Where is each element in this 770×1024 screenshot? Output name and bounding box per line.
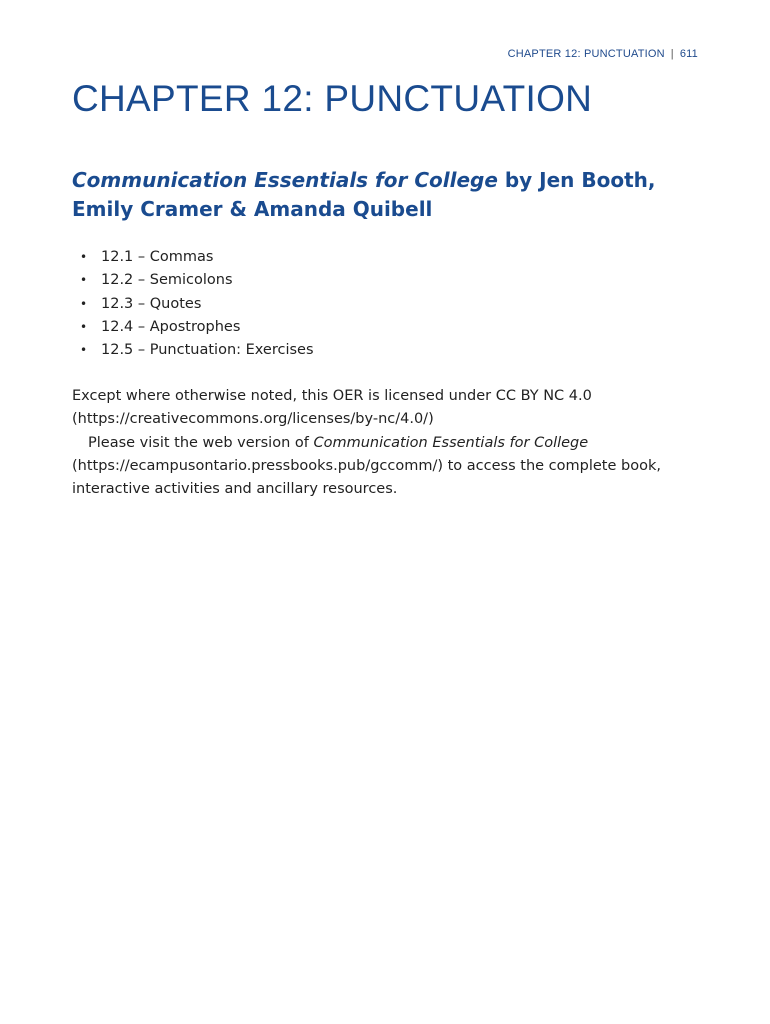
license-url[interactable]: (https://creativecommons.org/licenses/by-nc/4.0/): [72, 411, 434, 428]
running-header: [508, 48, 698, 60]
section-list: [80, 246, 314, 362]
book-byline: [72, 166, 702, 224]
book-title: Communication Essentials for College: [72, 168, 498, 192]
page-number: 611: [679, 48, 698, 60]
section-link-12-3[interactable]: • 12.3 – Quotes: [80, 293, 314, 316]
chapter-title: CHAPTER 12: PUNCTUATION: [72, 78, 593, 119]
web-version-prefix: Please visit the web version of: [88, 434, 314, 451]
web-version-suffix: interactive activities and ancillary resources.: [72, 481, 398, 498]
section-link-12-1[interactable]: • 12.1 – Commas: [80, 246, 314, 269]
running-header-separator: |: [670, 48, 674, 60]
web-version-book-title: Communication Essentials for College: [313, 434, 589, 451]
book-authors: by Jen Booth, Emily Cramer & Amanda Quibell: [72, 168, 656, 221]
web-version-url[interactable]: (https://ecampusontario.pressbooks.pub/gccomm/) to access the complete book,: [72, 457, 661, 474]
section-link-12-2[interactable]: • 12.2 – Semicolons: [80, 269, 314, 292]
section-link-12-4[interactable]: • 12.4 – Apostrophes: [80, 316, 314, 339]
license-notice: [72, 385, 712, 501]
license-statement: Except where otherwise noted, this OER is licensed under CC BY NC 4.0: [72, 388, 592, 404]
section-link-12-5[interactable]: • 12.5 – Punctuation: Exercises: [80, 339, 314, 362]
running-header-title: CHAPTER 12: PUNCTUATION: [507, 48, 665, 60]
web-version-note: [72, 432, 712, 455]
